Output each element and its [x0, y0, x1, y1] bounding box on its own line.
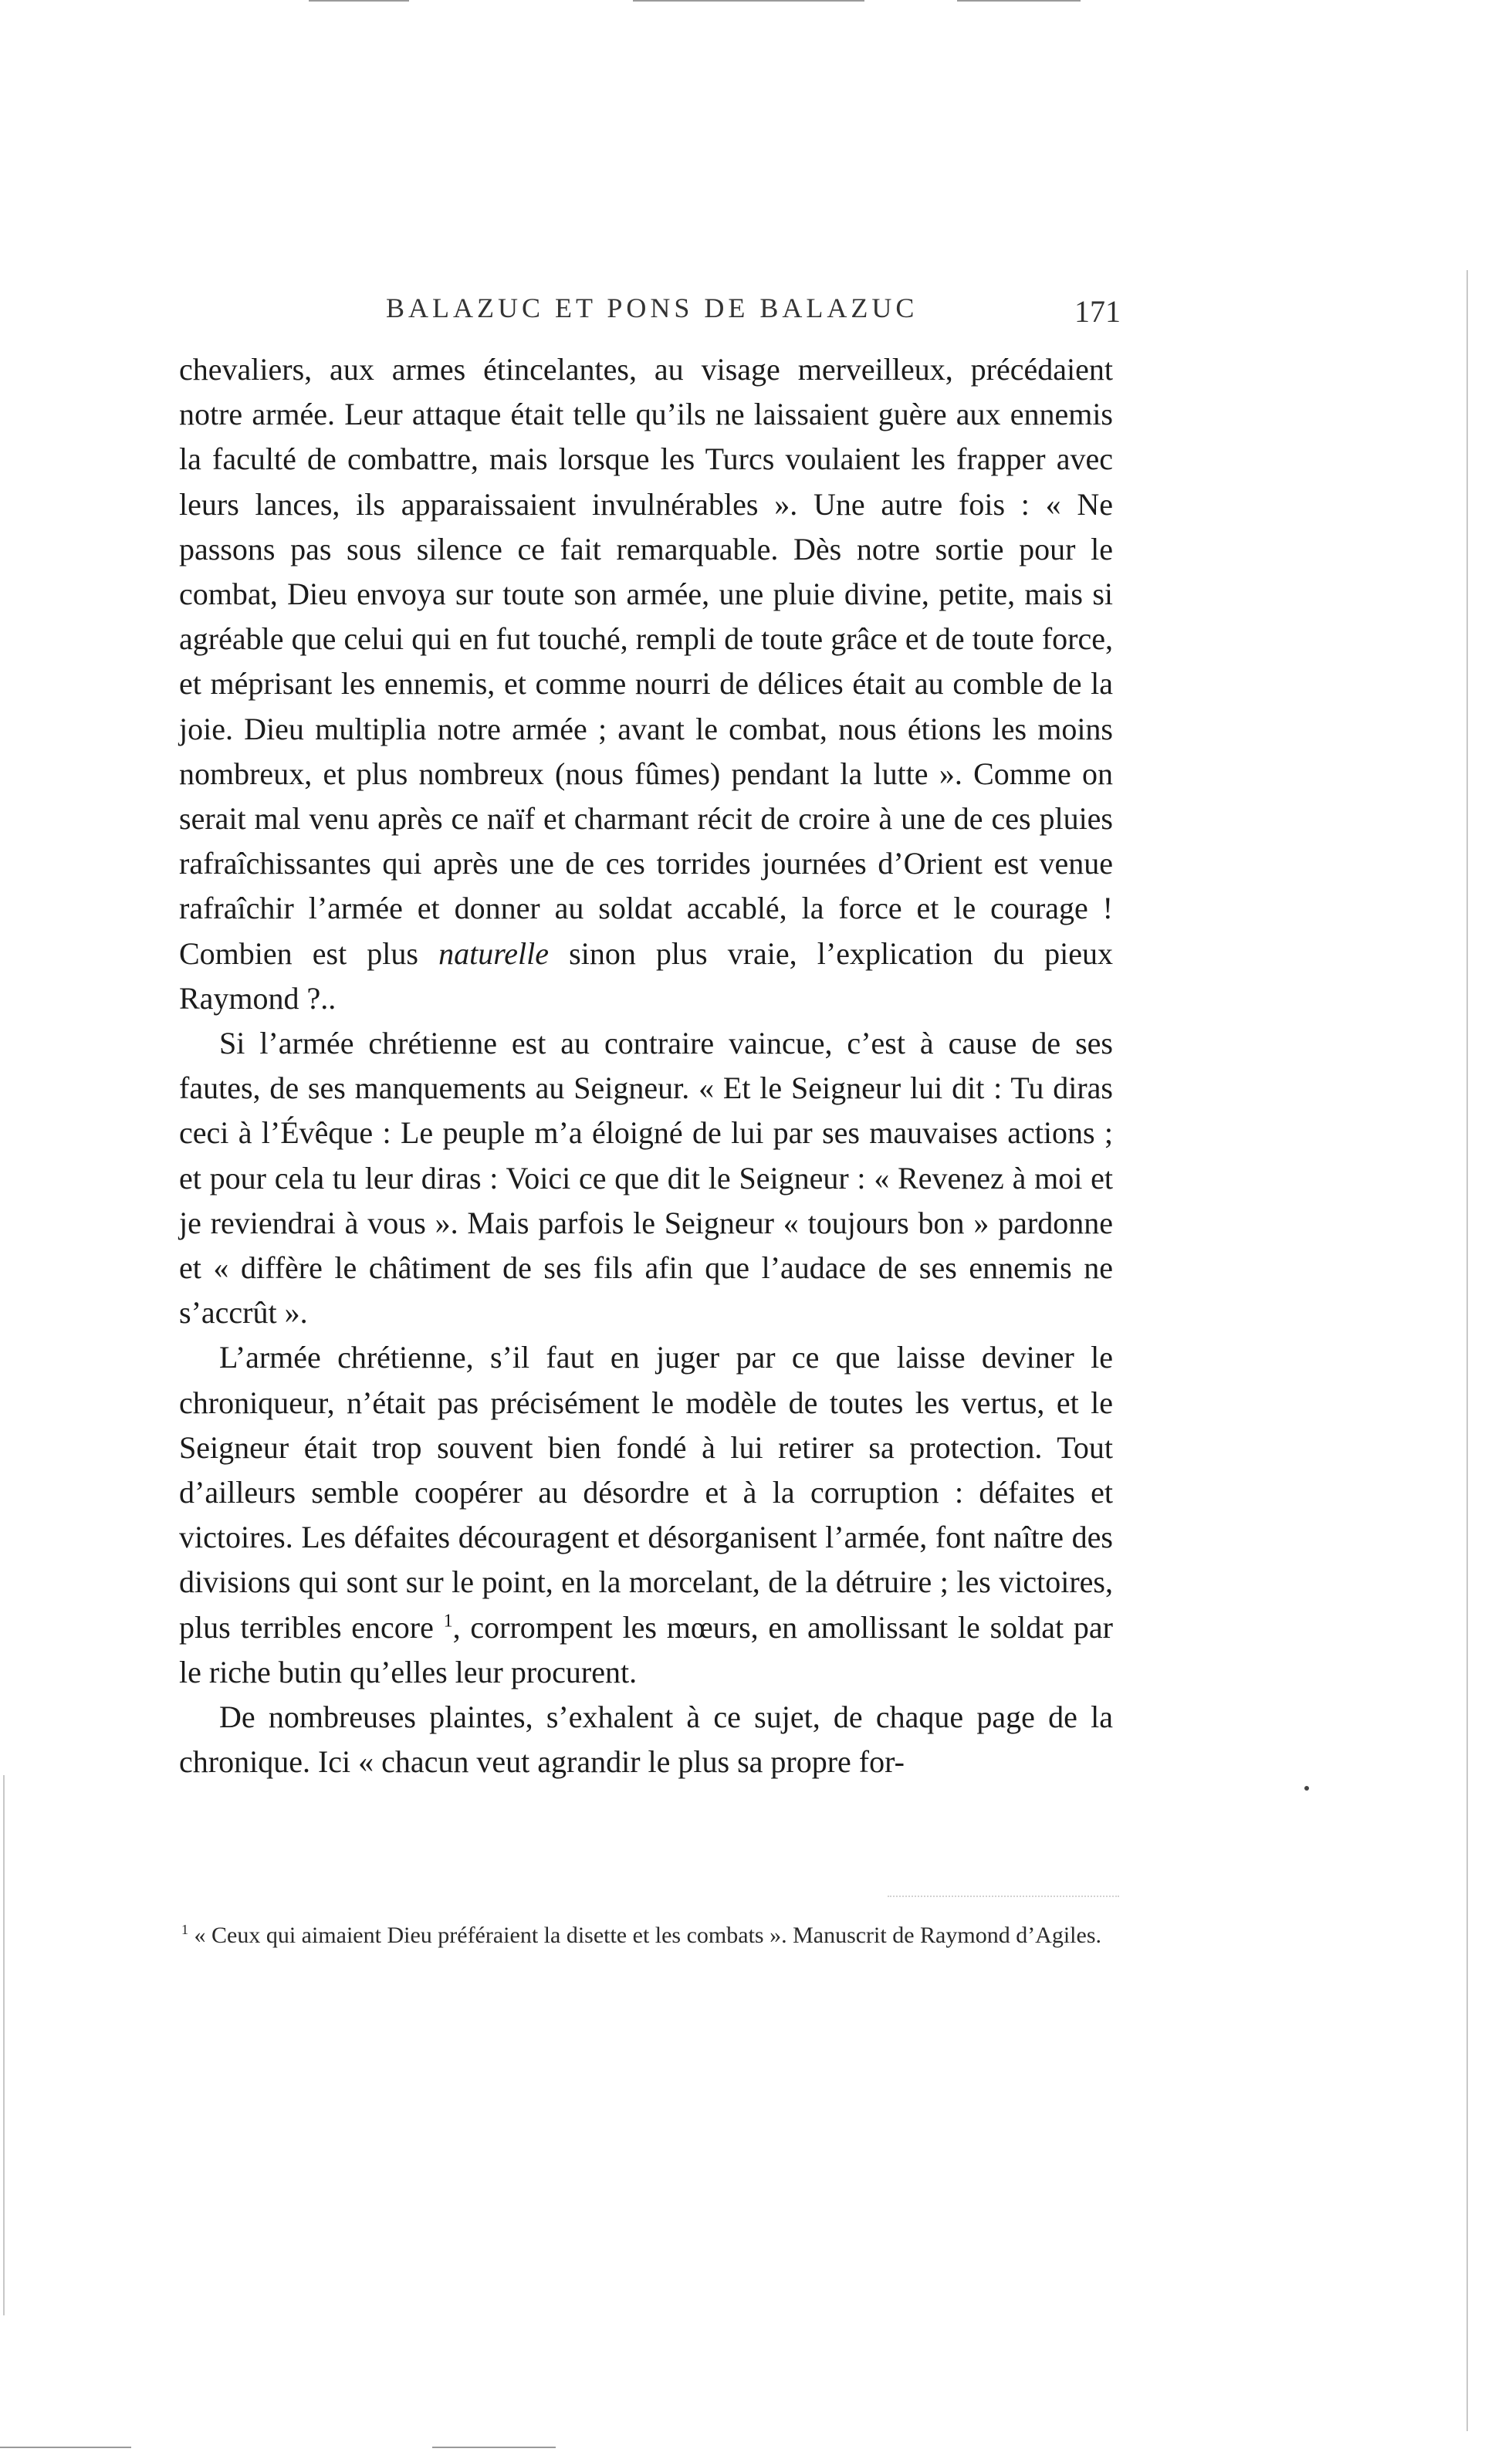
paragraph-1 [179, 347, 1113, 1021]
paragraph-4: De nombreuses plaintes, s’exhalent à ce sujet, de chaque page de la chronique. Ici « chacun veut agrandir le plus sa propre for- [179, 1699, 1113, 1780]
scan-edge-top-left [309, 0, 409, 2]
paragraph-3 [179, 1335, 1113, 1695]
paragraph-3-text-a: L’armée chrétienne, s’il faut en juger par ce que laisse deviner le chroniqueur, n’était pas précisément le modèle de toutes les vertus, et le Seigneur était trop souvent bien fondé à lui retirer sa protection. Tout d’ailleurs semble coopérer au désordre et à la corruption : défaites et victoires. Les défaites découragent et désorganisent l’armée, font naître des divisions qui sont sur le point, en la morcelant, de la détruire ; les victoires, plus terribles encore [179, 1340, 1113, 1645]
scan-edge-top-mid [633, 0, 864, 2]
footnote-separator [888, 1896, 1119, 1898]
ink-speck [1304, 1786, 1309, 1791]
running-head: BALAZUC ET PONS DE BALAZUC [386, 293, 918, 323]
scan-edge-top-right [957, 0, 1081, 2]
scan-edge-right [1466, 270, 1468, 2431]
paragraph-3-text-b: , corrompent les mœurs, en amollissant le soldat par le riche butin qu’elles leur procurent. [179, 1609, 1113, 1689]
paragraph-2: Si l’armée chrétienne est au contraire vaincue, c’est à cause de ses fautes, de ses manquements au Seigneur. « Et le Seigneur lui dit : Tu diras ceci à l’Évêque : Le peuple m’a éloigné de lui par ses mauvaises actions ; et pour cela tu leur diras : Voici ce que dit le Seigneur : « Revenez à moi et je reviendrai à vous ». Mais parfois le Seigneur « toujours bon » pardonne et « diffère le châtiment de ses fils afin que l’audace de ses ennemis ne s’accrût ». [179, 1026, 1113, 1331]
page-number: 171 [1074, 294, 1121, 329]
body-text [179, 347, 1113, 1785]
scan-edge-bottom-mid [432, 2447, 556, 2448]
footnote-reference: 1 [443, 1611, 453, 1632]
paragraph-1-text-b: sinon plus vraie, l’explication du pieux Raymond ?.. [179, 935, 1113, 1016]
paragraph-1-emphasis: naturelle [438, 935, 550, 971]
scan-edge-left [3, 1775, 5, 2315]
scan-edge-bottom-left [0, 2447, 131, 2448]
footnote [158, 1914, 1104, 1951]
footnote-marker: 1 [181, 1922, 188, 1937]
footnote-text: « Ceux qui aimaient Dieu préféraient la disette et les combats ». Manuscrit de Raymond d’Agiles. [188, 1923, 1102, 1948]
paragraph-1-text-a: chevaliers, aux armes étincelantes, au visage merveilleux, précédaient notre armée. Leur attaque était telle qu’ils ne laissaient guère aux ennemis la faculté de combattre, mais lorsque les Turcs voulaient les frapper avec leurs lances, ils apparaissaient invulnérables ». Une autre fois : « Ne passons pas sous silence ce fait remarquable. Dès notre sortie pour le combat, Dieu envoya sur toute son armée, une pluie divine, petite, mais si agréable que celui qui en fut touché, rempli de toute grâce et de toute force, et méprisant les ennemis, et comme nourri de délices était au comble de la joie. Dieu multiplia notre armée ; avant le combat, nous étions les moins nombreux, et plus nombreux (nous fûmes) pendant la lutte ». Comme on serait mal venu après ce naïf et charmant récit de croire à une de ces pluies rafraîchissantes qui après une de ces torrides journées d’Orient est venue rafraîchir l’armée et donner au soldat accablé, la force et le courage ! Combien est plus [179, 352, 1113, 971]
